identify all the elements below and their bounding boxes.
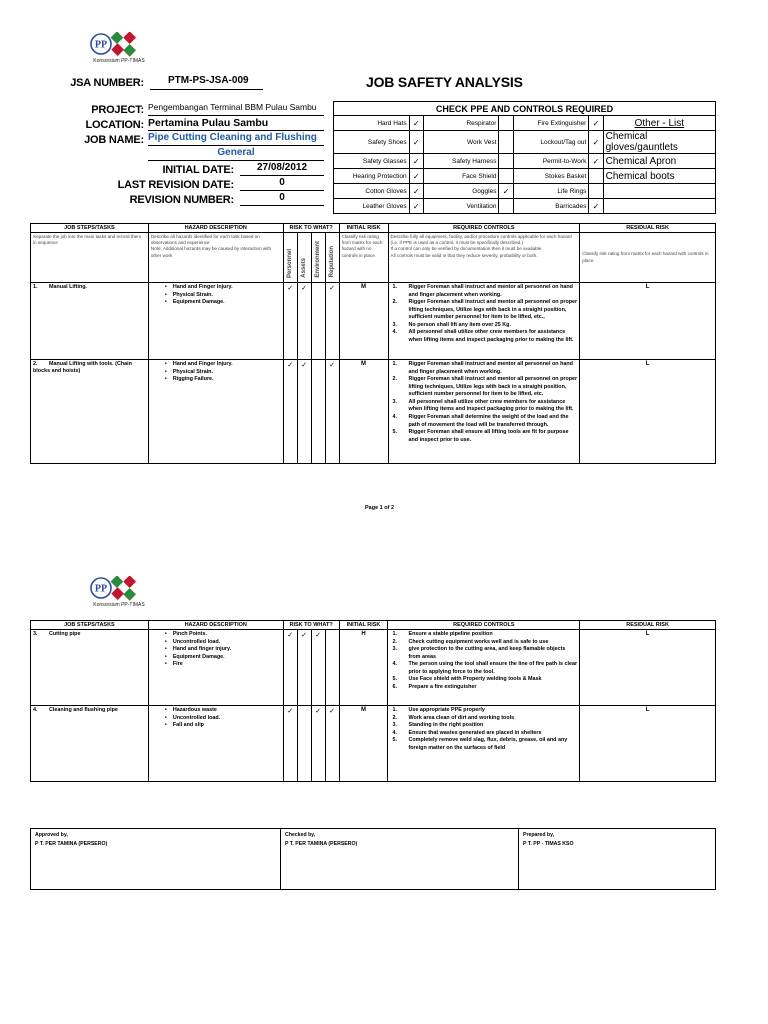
control-item [391, 299, 578, 322]
risk-reputation-check [325, 630, 339, 706]
step-text: Cleaning and flushing pipe [49, 707, 118, 713]
ppe-checkbox[interactable] [499, 199, 513, 214]
step-text: Manual Lifting. [49, 284, 88, 290]
desc-controls-1: Describe fully all equipment, facility, and/or procedure controls applicable for each hazard (i.e. if PPE is used as a control, it must be specifically described.) [390, 234, 572, 246]
risk-assets-check: ✓ [297, 630, 311, 706]
col-residual-risk: RESIDUAL RISK [580, 224, 716, 233]
pp-timas-logo-icon [88, 32, 150, 58]
ppe-checkbox[interactable] [589, 169, 603, 184]
controls-cell [388, 706, 580, 782]
ppe-checkbox[interactable]: ✓ [409, 184, 423, 199]
checked-by-org: P T. PER TAMINA (PERSERO) [285, 841, 358, 847]
control-number: 4. [392, 413, 398, 420]
control-text: Use appropriate PPE properly [408, 707, 485, 713]
control-text: Rigger Foreman shall instruct and mentor all personnel on proper lifting techniques, Utilize legs with back in a straight position, sufficient number personnel for item to be lifted, etc., [408, 299, 578, 321]
svg-text:PP: PP [94, 583, 108, 595]
desc-initial-risk: Classify risk rating from matrix for each hazard with no controls in place. [339, 233, 388, 283]
job-name-label: JOB NAME: [84, 134, 144, 146]
signature-block [30, 828, 716, 890]
prepared-by-cell [519, 829, 716, 890]
hazard-item: • Uncontrolled load. [151, 715, 281, 723]
desc-hazard-note: Note: Additional hazards may be caused by interaction with other work [150, 246, 272, 258]
checked-by-label: Checked by, [285, 832, 316, 838]
col-personnel: Personnel [283, 233, 297, 283]
hazard-item: • Uncontrolled load. [151, 639, 281, 647]
jsa-number-label: JSA NUMBER: [70, 77, 144, 89]
control-item [391, 322, 578, 330]
residual-risk-value: L [580, 360, 716, 464]
control-text: All personnel shall utilize other crew members for assistance when lifting items and inspect packaging prior to making the lift. [408, 329, 574, 343]
control-item [391, 429, 578, 444]
step-number: 1. [33, 284, 38, 290]
col-hazard: HAZARD DESCRIPTION [148, 621, 283, 630]
approved-by-org: P T. PER TAMINA (PERSERO) [35, 841, 108, 847]
ppe-controls-table [333, 101, 716, 214]
ppe-checkbox[interactable]: ✓ [589, 116, 603, 131]
col-initial-risk: INITIAL RISK [339, 224, 388, 233]
ppe-item-label: Goggles [423, 184, 499, 199]
ppe-item-label: Respirator [423, 116, 499, 131]
step-number: 3. [33, 631, 38, 637]
hazard-item: • Hand and Finger Injury. [151, 361, 281, 369]
col-initial-risk: INITIAL RISK [339, 621, 388, 630]
ppe-other-item: Chemical boots [603, 169, 715, 184]
control-text: All personnel shall utilize other crew members for assistance when lifting items and inspect packaging prior to making the lift. [408, 398, 574, 413]
control-item [390, 715, 577, 723]
company-logo-page-2 [88, 576, 168, 608]
control-item [390, 661, 577, 676]
desc-hazard-main: Describe all hazards identified for each task based on observations and experience [150, 234, 260, 246]
control-text: Completely remove weld slag, flux, debris, grease, oil and any foreign matter on the surfaces of field [408, 737, 568, 751]
svg-text:PP: PP [94, 39, 108, 51]
jsa-table-page-2 [30, 620, 716, 782]
location-label: LOCATION: [85, 119, 144, 131]
ppe-item-label: Cotton Gloves [334, 184, 410, 199]
control-number: 4. [392, 729, 397, 736]
control-number: 1. [392, 284, 398, 290]
task-row [31, 283, 716, 360]
risk-personnel-check: ✓ [283, 706, 297, 782]
approved-by-cell [31, 829, 281, 890]
ppe-other-item: Chemical Apron [603, 154, 715, 169]
ppe-checkbox[interactable]: ✓ [589, 199, 603, 214]
page-title: JOB SAFETY ANALYSIS [366, 74, 523, 90]
control-text: Rigger Foreman shall instruct and mentor all personnel on hand and finger placement when working. [408, 284, 573, 298]
task-row [31, 360, 716, 464]
hazard-item: • Physical Strain. [151, 292, 281, 300]
initial-risk-value: M [339, 706, 388, 782]
control-number: 5. [392, 429, 398, 436]
desc-residual: Classify risk rating from matrix for each hazard with controls in place. [580, 233, 716, 283]
company-logo [88, 32, 168, 64]
residual-risk-value: L [580, 630, 716, 706]
ppe-item-label: Safety Shoes [334, 131, 410, 154]
hazard-item: • Rigging Failure. [151, 376, 281, 384]
controls-cell [388, 283, 580, 360]
hazard-item: • Equipment Damage. [151, 299, 281, 307]
col-risk-to-what: RISK TO WHAT? [283, 621, 339, 630]
last-revision-value: 0 [240, 177, 324, 191]
job-step-cell [31, 630, 149, 706]
controls-cell [388, 630, 580, 706]
ppe-row [334, 184, 716, 199]
ppe-item-label: Leather Gloves [334, 199, 410, 214]
ppe-other-item: Other - List [603, 116, 715, 131]
ppe-checkbox[interactable]: ✓ [499, 184, 513, 199]
ppe-checkbox[interactable]: ✓ [409, 154, 423, 169]
step-number: 2. [33, 361, 38, 367]
control-item [391, 376, 578, 399]
ppe-other-item [603, 184, 715, 199]
control-number: 1. [392, 707, 397, 713]
page-number: Page 1 of 2 [365, 505, 395, 511]
control-item [390, 730, 577, 738]
residual-risk-value: L [580, 706, 716, 782]
ppe-checkbox[interactable] [589, 184, 603, 199]
task-row [31, 630, 716, 706]
hazard-cell [148, 360, 283, 464]
hazard-cell [148, 630, 283, 706]
control-number: 3. [392, 398, 398, 405]
ppe-item-label: Ventilation [423, 199, 499, 214]
control-text: Standing in the right position [408, 722, 484, 729]
project-label: PROJECT: [91, 104, 144, 116]
col-residual-risk: RESIDUAL RISK [580, 621, 716, 630]
col-job-steps: JOB STEPS/TASKS [31, 224, 149, 233]
controls-cell [388, 360, 580, 464]
risk-reputation-check: ✓ [325, 360, 339, 464]
initial-risk-value: M [339, 283, 388, 360]
ppe-item-label: Permit-to-Work [513, 154, 589, 169]
control-number: 4. [392, 329, 398, 336]
control-item [391, 414, 578, 429]
control-item [390, 737, 577, 752]
project-value: Pengembangan Terminal BBM Pulau Sambu [148, 102, 324, 116]
ppe-item-label: Safety Harness [423, 154, 499, 169]
ppe-item-label: Face Shield [423, 169, 499, 184]
ppe-item-label: Work Vest [423, 131, 499, 154]
control-text: Ensure that wastes generated are placed in shelters [408, 729, 542, 736]
control-number: 1. [392, 631, 397, 637]
control-item [390, 676, 577, 684]
jsa-number-value: PTM-PS-JSA-009 [150, 75, 263, 90]
control-number: 4. [392, 661, 397, 668]
logo-caption: Konsorsium PP-TIMAS [93, 602, 145, 608]
desc-controls-3: All controls must be valid in that they reduce severity, probability or both. [390, 252, 538, 258]
risk-reputation-check: ✓ [325, 706, 339, 782]
ppe-table-title: CHECK PPE AND CONTROLS REQUIRED [334, 102, 716, 116]
control-item [391, 361, 578, 376]
ppe-checkbox[interactable] [499, 116, 513, 131]
control-item [390, 639, 577, 647]
control-text: Rigger Foreman shall determine the weight of the load and the path of movement the load will be transferred through. [408, 413, 569, 428]
control-number: 3. [392, 321, 398, 328]
control-item [390, 707, 577, 715]
ppe-checkbox[interactable]: ✓ [409, 169, 423, 184]
initial-date-label: INITIAL DATE: [162, 164, 234, 176]
ppe-other-item: Chemical gloves/gauntlets [603, 131, 715, 154]
risk-personnel-check: ✓ [283, 283, 297, 360]
ppe-checkbox[interactable]: ✓ [589, 131, 603, 154]
desc-steps: Separate the job into the main tasks and record them in sequence [31, 233, 149, 283]
desc-hazard [148, 233, 283, 283]
ppe-row [334, 116, 716, 131]
ppe-item-label: Safety Glasses [334, 154, 410, 169]
residual-risk-value: L [580, 283, 716, 360]
control-item [391, 284, 578, 299]
control-item [390, 684, 577, 692]
risk-environment-check [311, 283, 325, 360]
risk-environment-check: ✓ [311, 706, 325, 782]
hazard-item: • Hazardous waste [151, 707, 281, 715]
initial-date-value: 27/08/2012 [240, 162, 324, 176]
ppe-item-label: Hearing Protection [334, 169, 410, 184]
col-reputation: Reputation [325, 233, 339, 283]
desc-controls [388, 233, 580, 283]
control-text: give protection to the cutting area, and keep flamable objects from areas [408, 646, 566, 660]
risk-assets-check: ✓ [297, 283, 311, 360]
step-text: Cutting pipe [49, 631, 81, 637]
control-number: 2. [392, 376, 398, 383]
hazard-item: • Fall and slip [151, 722, 281, 730]
ppe-row [334, 199, 716, 214]
ppe-checkbox[interactable]: ✓ [409, 131, 423, 154]
job-step-cell [31, 706, 149, 782]
control-item [391, 329, 578, 344]
pp-timas-logo-icon [88, 576, 150, 602]
hazard-item: • Equipment Damage. [151, 654, 281, 662]
ppe-item-label: Barricades [513, 199, 589, 214]
job-step-cell [31, 283, 149, 360]
ppe-checkbox[interactable] [499, 131, 513, 154]
control-text: Use Face shield with Property welding tools & Mask [408, 676, 542, 683]
control-number: 3. [392, 646, 397, 653]
ppe-checkbox[interactable]: ✓ [589, 154, 603, 169]
control-text: No person shall lift any item over 25 Kg. [408, 321, 511, 328]
risk-assets-check [297, 706, 311, 782]
logo-caption: Konsorsium PP-TIMAS [93, 58, 145, 64]
control-item [390, 722, 577, 730]
control-number: 5. [392, 737, 397, 744]
risk-environment-check: ✓ [311, 630, 325, 706]
control-number: 1. [392, 361, 398, 367]
control-number: 2. [392, 714, 397, 721]
revision-number-label: REVISION NUMBER: [129, 194, 234, 206]
hazard-item: • Hand and finger injury. [151, 646, 281, 654]
jsa-table-page-1 [30, 223, 716, 464]
revision-number-value: 0 [240, 192, 324, 206]
control-item [391, 399, 578, 414]
ppe-row [334, 169, 716, 184]
control-number: 6. [392, 683, 397, 690]
control-item [390, 646, 577, 661]
control-item [390, 631, 577, 639]
control-number: 5. [392, 676, 397, 683]
col-hazard: HAZARD DESCRIPTION [148, 224, 283, 233]
ppe-row [334, 131, 716, 154]
step-text: Manual Lifting with tools. (Chain blocks and hoists) [33, 361, 132, 375]
control-text: Rigger Foreman shall instruct and mentor all personnel on hand and finger placement when working. [408, 361, 573, 375]
task-row [31, 706, 716, 782]
job-step-cell [31, 360, 149, 464]
col-environment: Environment [311, 233, 325, 283]
initial-risk-value: M [339, 360, 388, 464]
location-value: Pertamina Pulau Sambu [148, 117, 324, 131]
control-text: Ensure a stable pipeline position [408, 631, 493, 637]
ppe-other-item [603, 199, 715, 214]
control-text: Prepare a fire extinguisher [408, 683, 477, 690]
job-name-value-2: General [148, 147, 324, 161]
job-name-value: Pipe Cutting Cleaning and Flushing [148, 132, 324, 146]
ppe-checkbox[interactable]: ✓ [409, 116, 423, 131]
control-number: 3. [392, 722, 397, 729]
last-revision-label: LAST REVISION DATE: [117, 179, 234, 191]
risk-personnel-check: ✓ [283, 630, 297, 706]
prepared-by-org: P T. PP - TIMAS KSO [523, 841, 574, 847]
ppe-item-label: Fire Extinguisher [513, 116, 589, 131]
ppe-item-label: Life Rings [513, 184, 589, 199]
col-required-controls: REQUIRED CONTROLS [388, 224, 580, 233]
col-assets: Assets [297, 233, 311, 283]
control-text: Rigger Foreman shall ensure all lifting tools are fit for purpose and inspect prior to use. [408, 429, 569, 443]
control-text: Rigger Foreman shall instruct and mentor all personnel on proper lifting techniques, Utilize legs with back in a straight position, sufficient number personnel for item to be lifted, etc. [408, 376, 578, 398]
ppe-checkbox[interactable]: ✓ [409, 199, 423, 214]
initial-risk-value: H [339, 630, 388, 706]
ppe-checkbox[interactable] [499, 154, 513, 169]
ppe-item-label: Lockout/Tag out [513, 131, 589, 154]
col-job-steps: JOB STEPS/TASKS [31, 621, 149, 630]
prepared-by-label: Prepared by, [523, 832, 555, 838]
ppe-checkbox[interactable] [499, 169, 513, 184]
hazard-item: • Physical Strain. [151, 369, 281, 377]
risk-personnel-check: ✓ [283, 360, 297, 464]
col-required-controls: REQUIRED CONTROLS [388, 621, 580, 630]
control-number: 2. [392, 299, 398, 306]
ppe-item-label: Hard Hats [334, 116, 410, 131]
risk-assets-check: ✓ [297, 360, 311, 464]
risk-reputation-check: ✓ [325, 283, 339, 360]
control-text: Work area clean of dirt and working tools [408, 714, 515, 721]
ppe-row [334, 154, 716, 169]
control-text: The person using the tool shall ensure the line of fire path is clear prior to applying force to the tool. [408, 661, 578, 675]
hazard-item: • Hand and Finger Injury. [151, 284, 281, 292]
col-risk-to-what: RISK TO WHAT? [283, 224, 339, 233]
checked-by-cell [281, 829, 519, 890]
step-number: 4. [33, 707, 38, 713]
control-number: 2. [392, 638, 397, 645]
control-text: Check cutting equipment works well and is safe to use [408, 638, 549, 645]
hazard-cell [148, 283, 283, 360]
hazard-cell [148, 706, 283, 782]
ppe-item-label: Stokes Basket [513, 169, 589, 184]
approved-by-label: Approved by, [35, 832, 68, 838]
hazard-item: • Fire [151, 661, 281, 669]
desc-controls-2: If a control can only be verified by documentation then it must be available. [390, 246, 543, 252]
hazard-item: • Pinch Points. [151, 631, 281, 639]
risk-environment-check [311, 360, 325, 464]
